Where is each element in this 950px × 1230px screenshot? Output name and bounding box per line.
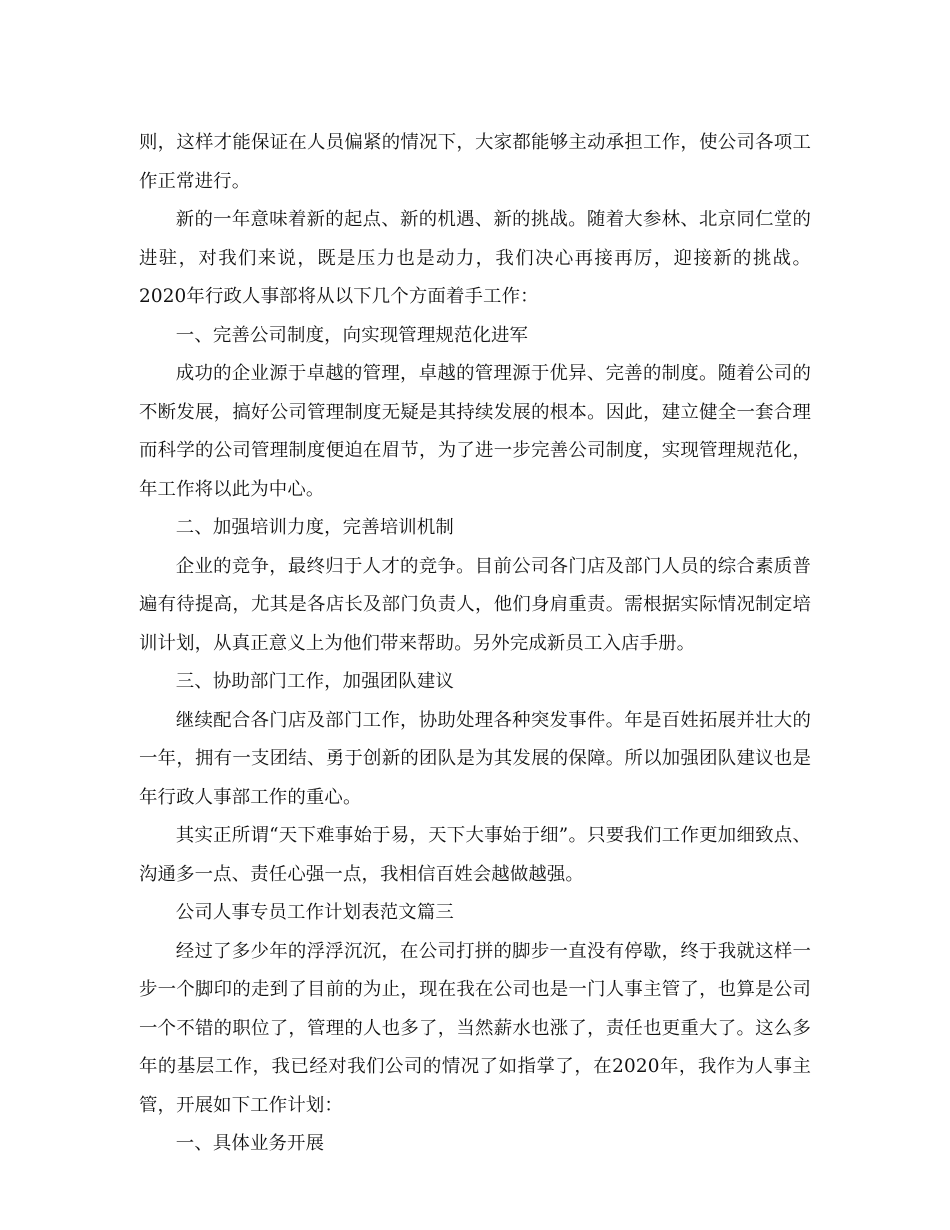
section-heading-3: 三、协助部门工作，加强团队建议 — [175, 671, 454, 692]
paragraph-introduction: 经过了多少年的浮浮沉沉，在公司打拼的脚步一直没有停歇，终于我就这样一步一个脚印的走到了目前的为止，现在我在公司也是一门人事主管了，也算是公司一个不错的职位了，管理的人也多了，当然薪水也涨了，责任也更重大了。这么多年的基层工作，我已经对我们公司的情况了如指掌了，在2020年，我作为人事主管，开展如下工作计划： — [139, 940, 811, 1116]
paragraph-new-year: 新的一年意味着新的起点、新的机遇、新的挑战。随着大参林、北京同仁堂的进驻，对我们来说，既是压力也是动力，我们决心再接再厉，迎接新的挑战。2020年行政人事部将从以下几个方面着手工作： — [139, 209, 811, 307]
paragraph-training: 企业的竞争，最终归于人才的竞争。目前公司各门店及部门人员的综合素质普遍有待提高，尤其是各店长及部门负责人，他们身肩重责。需根据实际情况制定培训计划，从真正意义上为他们带来帮助。另外完成新员工入店手册。 — [139, 555, 811, 654]
article-title-part-3: 公司人事专员工作计划表范文篇三 — [175, 902, 454, 923]
paragraph-continuation: 则，这样才能保证在人员偏紧的情况下，大家都能够主动承担工作，使公司各项工作正常进行。 — [139, 132, 811, 192]
paragraph-management: 成功的企业源于卓越的管理，卓越的管理源于优异、完善的制度。随着公司的不断发展，搞好公司管理制度无疑是其持续发展的根本。因此，建立健全一套合理而科学的公司管理制度便迫在眉节，为了进一步完善公司制度，实现管理规范化，年工作将以此为中心。 — [139, 363, 811, 500]
document-body — [139, 124, 811, 1164]
section-heading-2: 二、加强培训力度，完善培训机制 — [175, 517, 454, 538]
paragraph-teamwork: 继续配合各门店及部门工作，协助处理各种突发事件。年是百姓拓展并壮大的一年，拥有一支团结、勇于创新的团队是为其发展的保障。所以加强团队建议也是年行政人事部工作的重心。 — [139, 709, 811, 808]
section-heading-1: 一、完善公司制度，向实现管理规范化进军 — [175, 324, 529, 346]
paragraph-conclusion: 其实正所谓“天下难事始于易，天下大事始于细”。只要我们工作更加细致点、沟通多一点、责任心强一点，我相信百姓会越做越强。 — [139, 825, 811, 885]
section-heading-business: 一、具体业务开展 — [175, 1133, 325, 1154]
